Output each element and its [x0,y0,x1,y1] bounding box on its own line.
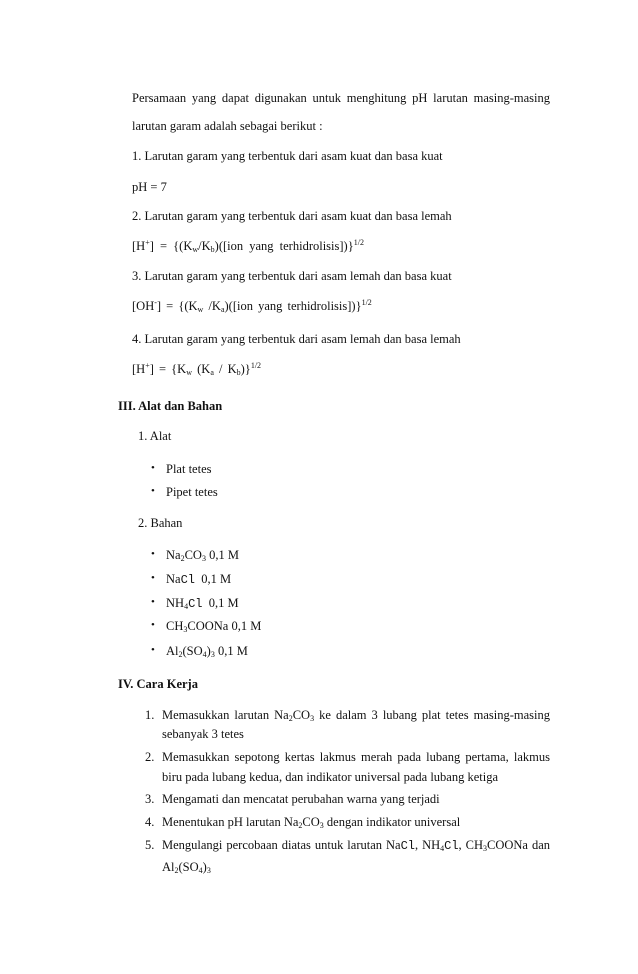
bullet-icon: • [151,619,155,631]
bullet-icon: • [151,548,155,560]
step-1-line-2: sebanyak 3 tetes [162,727,244,741]
formula-eq-2: $[H^+] = \{(K_w/K_b)([ion$ yang terhidrolisis])}$^{1/2}$ [132,238,364,254]
formula-item-2: 2. Larutan garam yang terbentuk dari asam kuat dan basa lemah [132,209,452,223]
formula-item-3: 3. Larutan garam yang terbentuk dari asam lemah dan basa kuat [132,269,452,283]
section-4-heading: IV. Cara Kerja [118,677,198,691]
step-5-line-1: Mengulangi percobaan diatas untuk larutan NaCl, $NH_4Cl$, $CH_3COONa$ dan [162,838,550,853]
bahan-item-ch3coona: $CH_3COONa$ 0,1 M [166,619,262,634]
bullet-icon: • [151,572,155,584]
step-2-line-1: Memasukkan sepotong kertas lakmus merah pada lubang pertama, lakmus [162,750,550,764]
alat-item: Plat tetes [166,462,212,476]
step-1-line-1: Memasukkan larutan $Na_2CO_3$ ke dalam 3 lubang plat tetes masing-masing [162,708,550,723]
formula-item-4: 4. Larutan garam yang terbentuk dari asam lemah dan basa lemah [132,332,461,346]
step-2-line-2: biru pada lubang kedua, dan indikator universal pada lubang ketiga [162,770,499,784]
formula-eq-4: $[H^+] = \{K_w$ $(K_a / K_b)\}^{1/2}$ [132,361,262,377]
intro-line-2: larutan garam adalah sebagai berikut : [132,119,323,133]
bullet-icon: • [151,462,155,474]
section-3-heading: III. Alat dan Bahan [118,399,223,413]
step-3: Mengamati dan mencatat perubahan warna yang terjadi [162,792,440,806]
bahan-heading: 2. Bahan [138,516,183,530]
step-5-line-2: $Al_2(SO_4)_3$ [162,860,211,875]
formula-eq-3: $[OH^-] = \{(K_w$ $/K_a)([ion$ yang terhidrolisis])}$^{1/2}$ [132,298,372,314]
alat-heading: 1. Alat [138,429,172,443]
bullet-icon: • [151,596,155,608]
formula-item-1: 1. Larutan garam yang terbentuk dari asam kuat dan basa kuat [132,149,443,163]
bahan-item-nh4cl: $NH_4Cl$ 0,1 M [166,596,239,611]
intro-line-1: Persamaan yang dapat digunakan untuk menghitung pH larutan masing-masing [132,91,550,105]
bahan-item-nacl: NaCl 0,1 M [166,572,232,587]
formula-eq-1: pH = 7 [132,180,167,194]
bullet-icon: • [151,644,155,656]
bahan-item-al2so43: $Al_2(SO_4)_3$ 0,1 M [166,644,248,659]
step-number: 4. [145,815,155,829]
bahan-item-na2co3: $Na_2CO_3$ 0,1 M [166,548,239,563]
step-number: 5. [145,838,155,852]
step-number: 2. [145,750,155,764]
step-4: Menentukan pH larutan $Na_2CO_3$ dengan indikator universal [162,815,461,830]
step-number: 1. [145,708,155,722]
bullet-icon: • [151,485,155,497]
step-number: 3. [145,792,155,806]
alat-item: Pipet tetes [166,485,218,499]
